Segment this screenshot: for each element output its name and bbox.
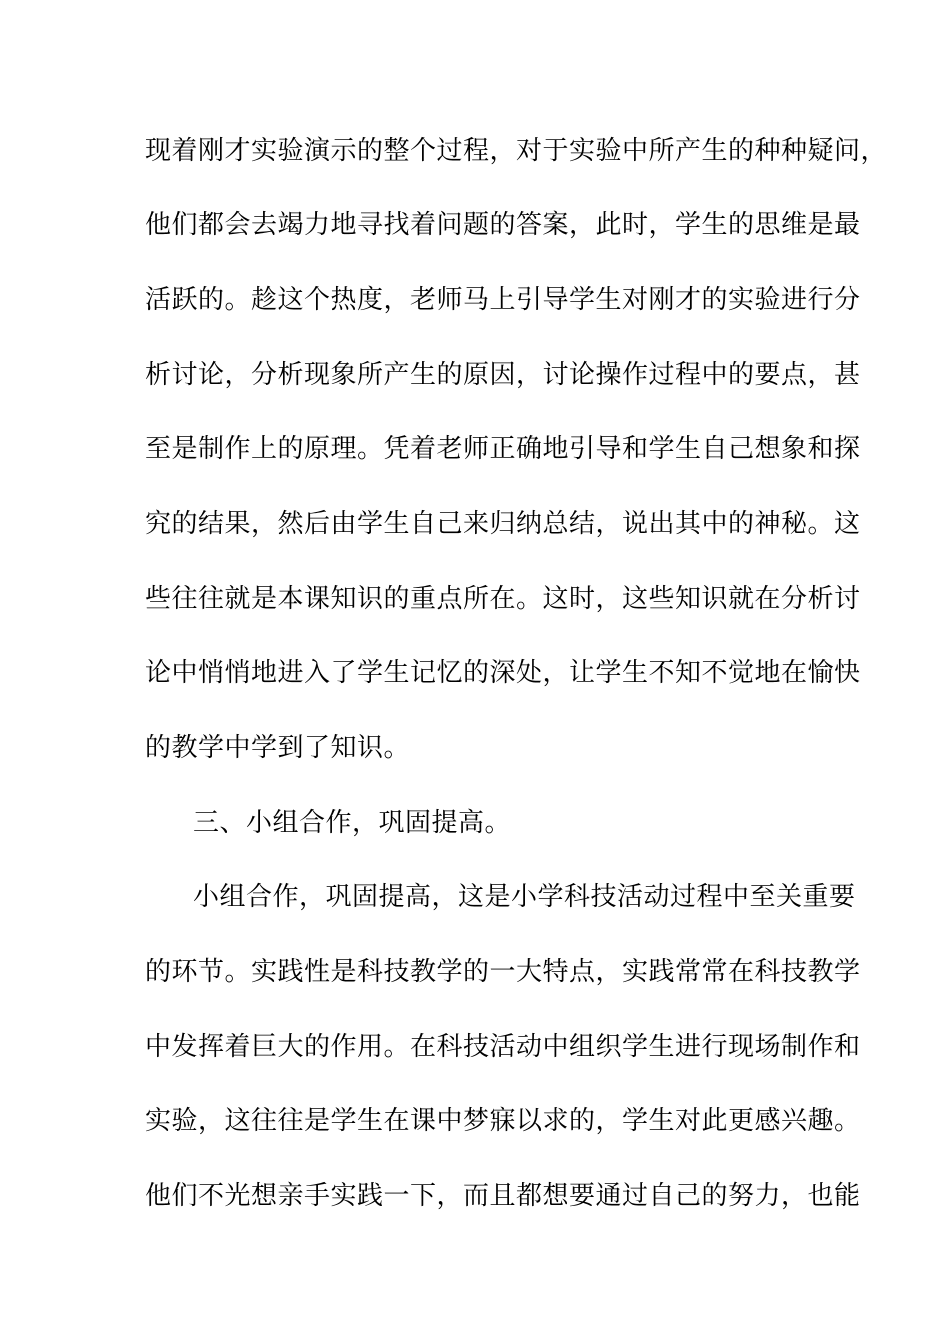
text-line-9: 的教学中学到了知识。 [145, 733, 411, 763]
text-line-12: 的环节。实践性是科技教学的一大特点，实践常常在科技教学 [145, 957, 861, 987]
text-line-3: 活跃的。趁这个热度，老师马上引导学生对刚才的实验进行分 [145, 285, 861, 315]
text-line-6: 究的结果，然后由学生自己来归纳总结，说出其中的神秘。这 [145, 509, 861, 539]
text-line-14: 实验，这往往是学生在课中梦寐以求的，学生对此更感兴趣。 [145, 1106, 861, 1136]
text-line-2: 他们都会去竭力地寻找着问题的答案，此时，学生的思维是最 [145, 210, 861, 240]
text-line-1: 现着刚才实验演示的整个过程，对于实验中所产生的种种疑问， [145, 136, 888, 166]
text-line-7: 些往往就是本课知识的重点所在。这时，这些知识就在分析讨 [145, 584, 861, 614]
text-line-5: 至是制作上的原理。凭着老师正确地引导和学生自己想象和探 [145, 434, 861, 464]
text-line-13: 中发挥着巨大的作用。在科技活动中组织学生进行现场制作和 [145, 1032, 861, 1062]
section-heading: 三、小组合作，巩固提高。 [193, 808, 512, 838]
text-line-11: 小组合作，巩固提高，这是小学科技活动过程中至关重要 [193, 882, 856, 912]
text-line-8: 论中悄悄地进入了学生记忆的深处，让学生不知不觉地在愉快 [145, 658, 861, 688]
text-line-15: 他们不光想亲手实践一下，而且都想要通过自己的努力，也能 [145, 1181, 861, 1211]
text-line-4: 析讨论，分析现象所产生的原因，讨论操作过程中的要点，甚 [145, 360, 861, 390]
